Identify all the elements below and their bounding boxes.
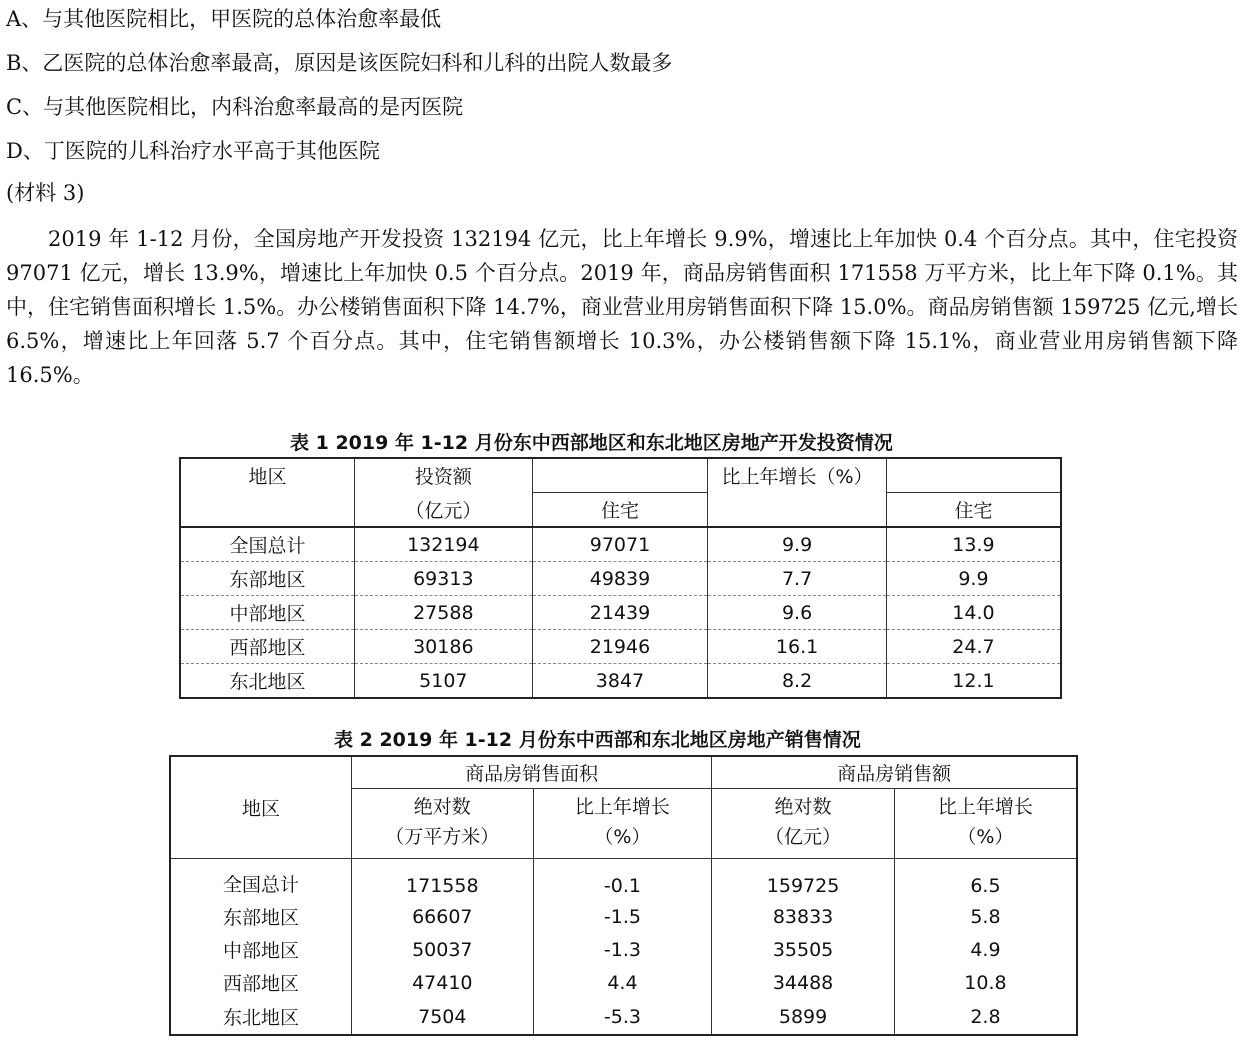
cell-area: 171558 — [351, 858, 533, 900]
cell-amount: 34488 — [712, 966, 895, 999]
investment-table — [179, 457, 1062, 699]
header-residential: 住宅 — [886, 493, 1061, 528]
cell-residential-growth: 9.9 — [886, 562, 1061, 596]
cell-residential-growth: 24.7 — [886, 630, 1061, 664]
cell-amount: 83833 — [712, 900, 895, 933]
cell-region: 东部地区 — [180, 562, 355, 596]
table2-caption: 表 2 2019 年 1-12 月份东中西部和东北地区房地产销售情况 — [334, 729, 861, 751]
header-growth: 比上年增长 — [894, 788, 1077, 822]
cell-residential: 21439 — [532, 596, 708, 630]
cell-growth: 7.7 — [708, 562, 887, 596]
header-region: 地区 — [180, 458, 355, 493]
cell-residential: 49839 — [532, 562, 708, 596]
table-row — [180, 596, 1061, 630]
cell-region: 西部地区 — [170, 966, 351, 999]
cell-region: 西部地区 — [180, 630, 355, 664]
cell-residential: 3847 — [532, 664, 708, 699]
cell-investment: 30186 — [355, 630, 533, 664]
cell-amount-growth: 5.8 — [894, 900, 1077, 933]
header-empty — [708, 493, 887, 528]
option-d: D、丁医院的儿科治疗水平高于其他医院 — [6, 139, 380, 163]
cell-growth: 9.6 — [708, 596, 887, 630]
header-investment: 投资额 — [355, 458, 533, 493]
cell-growth: 9.9 — [708, 527, 887, 562]
cell-area: 66607 — [351, 900, 533, 933]
table1-caption: 表 1 2019 年 1-12 月份东中西部地区和东北地区房地产开发投资情况 — [290, 432, 893, 454]
option-c: C、与其他医院相比，内科治愈率最高的是丙医院 — [6, 95, 464, 119]
cell-amount: 5899 — [712, 999, 895, 1035]
cell-growth: 8.2 — [708, 664, 887, 699]
cell-region: 中部地区 — [180, 596, 355, 630]
header-percent-unit: （%） — [533, 822, 712, 858]
cell-amount: 159725 — [712, 858, 895, 900]
cell-area-growth: -1.3 — [533, 933, 712, 966]
table-row — [170, 999, 1077, 1035]
cell-residential: 97071 — [532, 527, 708, 562]
option-b: B、乙医院的总体治愈率最高，原因是该医院妇科和儿科的出院人数最多 — [6, 51, 673, 75]
header-percent-unit: （%） — [894, 822, 1077, 858]
header-region: 地区 — [170, 756, 351, 858]
table-row — [170, 900, 1077, 933]
cell-region: 东北地区 — [170, 999, 351, 1035]
cell-residential-growth: 14.0 — [886, 596, 1061, 630]
header-sales-amount: 商品房销售额 — [712, 756, 1077, 788]
cell-amount-growth: 6.5 — [894, 858, 1077, 900]
cell-area-growth: -1.5 — [533, 900, 712, 933]
sales-table — [169, 755, 1078, 1036]
cell-region: 全国总计 — [170, 858, 351, 900]
table-row — [170, 966, 1077, 999]
cell-investment: 27588 — [355, 596, 533, 630]
cell-amount: 35505 — [712, 933, 895, 966]
cell-investment: 132194 — [355, 527, 533, 562]
header-residential: 住宅 — [532, 493, 708, 528]
table-row — [180, 630, 1061, 664]
header-growth: 比上年增长（%） — [708, 458, 887, 493]
material-paragraph: 2019 年 1-12 月份，全国房地产开发投资 132194 亿元，比上年增长 9.9%，增速比上年加快 0.4 个百分点。其中，住宅投资 97071 亿元，增长 13.9%，增速比上年加快 0.5 个百分点。2019 年，商品房销售面积 171558 万平方米，比上年下降 0.1%。其中，住宅销售面积增长 1.5%。办公楼销售面积下降 14.7%，商业营业用房销售面积下降 15.0%。商品房销售额 159725 亿元,增长 6.5%，增速比上年回落 5.7 个百分点。其中，住宅销售额增长 10.3%，办公楼销售额下降 15.1%，商业营业用房销售额下降 16.5%。 — [6, 227, 1238, 387]
cell-region: 全国总计 — [180, 527, 355, 562]
header-empty — [532, 458, 708, 493]
cell-amount-growth: 10.8 — [894, 966, 1077, 999]
cell-region: 东北地区 — [180, 664, 355, 699]
header-unit: （亿元） — [355, 493, 533, 528]
cell-area: 7504 — [351, 999, 533, 1035]
option-a: A、与其他医院相比，甲医院的总体治愈率最低 — [6, 7, 442, 31]
cell-amount-growth: 2.8 — [894, 999, 1077, 1035]
header-empty — [886, 458, 1061, 493]
cell-residential-growth: 12.1 — [886, 664, 1061, 699]
cell-investment: 5107 — [355, 664, 533, 699]
header-sales-area: 商品房销售面积 — [351, 756, 711, 788]
header-growth: 比上年增长 — [533, 788, 712, 822]
cell-residential-growth: 13.9 — [886, 527, 1061, 562]
cell-region: 中部地区 — [170, 933, 351, 966]
header-absolute: 绝对数 — [351, 788, 533, 822]
table-row — [180, 664, 1061, 699]
table-row — [170, 858, 1077, 900]
cell-area: 50037 — [351, 933, 533, 966]
header-amount-unit: （亿元） — [712, 822, 895, 858]
header-absolute: 绝对数 — [712, 788, 895, 822]
cell-amount-growth: 4.9 — [894, 933, 1077, 966]
cell-investment: 69313 — [355, 562, 533, 596]
header-empty — [180, 493, 355, 528]
header-area-unit: （万平方米） — [351, 822, 533, 858]
table-row — [170, 933, 1077, 966]
cell-area-growth: -5.3 — [533, 999, 712, 1035]
table-row — [180, 527, 1061, 562]
cell-residential: 21946 — [532, 630, 708, 664]
cell-area-growth: 4.4 — [533, 966, 712, 999]
cell-area-growth: -0.1 — [533, 858, 712, 900]
material-label: (材料 3) — [6, 181, 85, 205]
cell-growth: 16.1 — [708, 630, 887, 664]
cell-region: 东部地区 — [170, 900, 351, 933]
cell-area: 47410 — [351, 966, 533, 999]
table-row — [180, 562, 1061, 596]
